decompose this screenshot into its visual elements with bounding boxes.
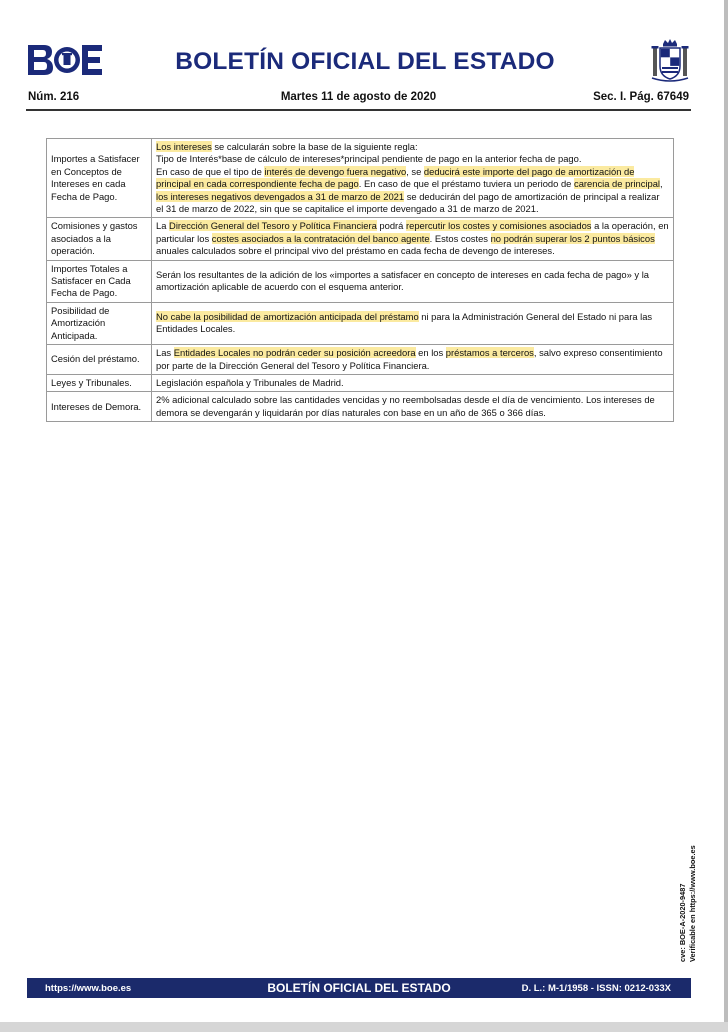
page-bottom-edge <box>0 1022 728 1032</box>
highlighted-text: costes asociados a la contratación del banco agente <box>211 232 430 244</box>
verification-link[interactable]: Verificable en https://www.boe.es <box>688 845 697 962</box>
row-label: Cesión del préstamo. <box>47 345 152 375</box>
value-text: anuales calculados sobre el principal vivo del préstamo en cada fecha de devengo de intereses. <box>156 245 555 257</box>
highlighted-text: deducirá este importe del pago de amortización de principal en cada correspondiente fecha de pago <box>156 165 635 190</box>
value-text: ni para la Administración General del Estado ni para las Entidades Locales. <box>156 311 653 335</box>
footer-title: BOLETÍN OFICIAL DEL ESTADO <box>267 981 451 995</box>
issue-meta-row <box>28 91 689 107</box>
table-row <box>47 374 674 391</box>
highlighted-text: Dirección General del Tesoro y Política Financiera <box>169 220 377 232</box>
value-text: Tipo de Interés*base de cálculo de intereses*principal pendiente de pago en la anterior fecha de pago. <box>156 153 582 165</box>
value-text: . Estos costes <box>429 232 491 244</box>
table-row <box>47 345 674 375</box>
coat-of-arms-icon <box>650 38 690 84</box>
highlighted-text: Los intereses <box>156 141 212 152</box>
footer-url-link[interactable]: https://www.boe.es <box>45 983 132 994</box>
row-value <box>152 218 674 260</box>
highlighted-text: repercutir los costes y comisiones asociados <box>405 220 592 232</box>
row-label: Posibilidad de Amortización Anticipada. <box>47 302 152 344</box>
row-value <box>152 374 674 391</box>
table-row <box>47 302 674 344</box>
row-value <box>152 260 674 302</box>
value-text: 2% adicional calculado sobre las cantidades vencidas y no reembolsadas desde el día de vencimiento. Los intereses de demora se devengarán y liquidarán por días naturales con base en un año de 365 o 366 días. <box>156 394 655 418</box>
value-text: Legislación española y Tribunales de Madrid. <box>156 376 344 388</box>
value-text: , salvo expreso consentimiento por parte de la Dirección General del Tesoro y Política Financiera. <box>156 347 663 371</box>
highlighted-text: Entidades Locales no podrán ceder su posición acreedora <box>173 347 416 359</box>
row-label: Importes Totales a Satisfacer en Cada Fecha de Pago. <box>47 260 152 302</box>
loan-terms-body <box>47 139 674 422</box>
value-text: se deducirán del pago de amortización de principal a realizar el 31 de marzo de 2022, sin que se capitalice el importe devengado a 31 de marzo de 2021. <box>156 190 660 215</box>
loan-terms-table <box>46 138 674 422</box>
highlighted-text: No cabe la posibilidad de amortización anticipada del préstamo <box>156 311 419 323</box>
highlighted-text: interés de devengo fuera negativo <box>264 165 407 177</box>
row-label: Importes a Satisfacer en Conceptos de Intereses en cada Fecha de Pago. <box>47 139 152 218</box>
value-text: La <box>156 220 170 232</box>
highlighted-text: préstamos a terceros <box>445 347 534 359</box>
highlighted-text: no podrán superar los 2 puntos básicos <box>490 232 655 244</box>
cve-code: cve: BOE-A-2020-9487 <box>678 883 687 962</box>
value-text: . En caso de que el préstamo tuviera un periodo de <box>358 178 574 190</box>
issue-number: Núm. 216 <box>28 91 80 103</box>
value-text: , <box>660 178 663 190</box>
boe-logo <box>26 43 104 77</box>
boe-logo-graphic <box>26 43 104 77</box>
highlighted-text: los intereses negativos devengados a 31 de marzo de 2021 <box>156 190 405 202</box>
row-value <box>152 302 674 344</box>
row-label: Intereses de Demora. <box>47 392 152 422</box>
row-value <box>152 345 674 375</box>
table-row <box>47 392 674 422</box>
highlighted-text: carencia de principal <box>574 178 660 190</box>
side-verification-text <box>678 830 708 962</box>
header-divider <box>26 109 691 111</box>
value-text: a la operación, en particular los <box>156 220 669 244</box>
section-page: Sec. I. Pág. 67649 <box>593 91 689 103</box>
row-label: Comisiones y gastos asociados a la operación. <box>47 218 152 260</box>
footer-legal: D. L.: M-1/1958 - ISSN: 0212-033X <box>521 983 671 994</box>
page-edge <box>724 0 728 1032</box>
side-verification <box>678 830 708 962</box>
row-value <box>152 392 674 422</box>
value-text: , se <box>406 165 424 177</box>
row-value <box>152 139 674 218</box>
header-title: BOLETÍN OFICIAL DEL ESTADO <box>175 48 555 75</box>
value-text: Las <box>156 347 174 359</box>
value-text: En caso de que el tipo de <box>156 165 265 177</box>
footer-bar <box>27 978 691 998</box>
table-row <box>47 218 674 260</box>
row-label: Leyes y Tribunales. <box>47 374 152 391</box>
table-row <box>47 139 674 218</box>
value-text: Serán los resultantes de la adición de los «importes a satisfacer en concepto de intereses en cada fecha de pago» y la amortización aplicable de acuerdo con el esquema anterior. <box>156 268 650 293</box>
value-text: en los <box>415 347 446 359</box>
table-row <box>47 260 674 302</box>
issue-date: Martes 11 de agosto de 2020 <box>280 91 437 103</box>
value-text: se calcularán sobre la base de la siguiente regla: <box>211 141 418 152</box>
value-text: podrá <box>376 220 406 232</box>
